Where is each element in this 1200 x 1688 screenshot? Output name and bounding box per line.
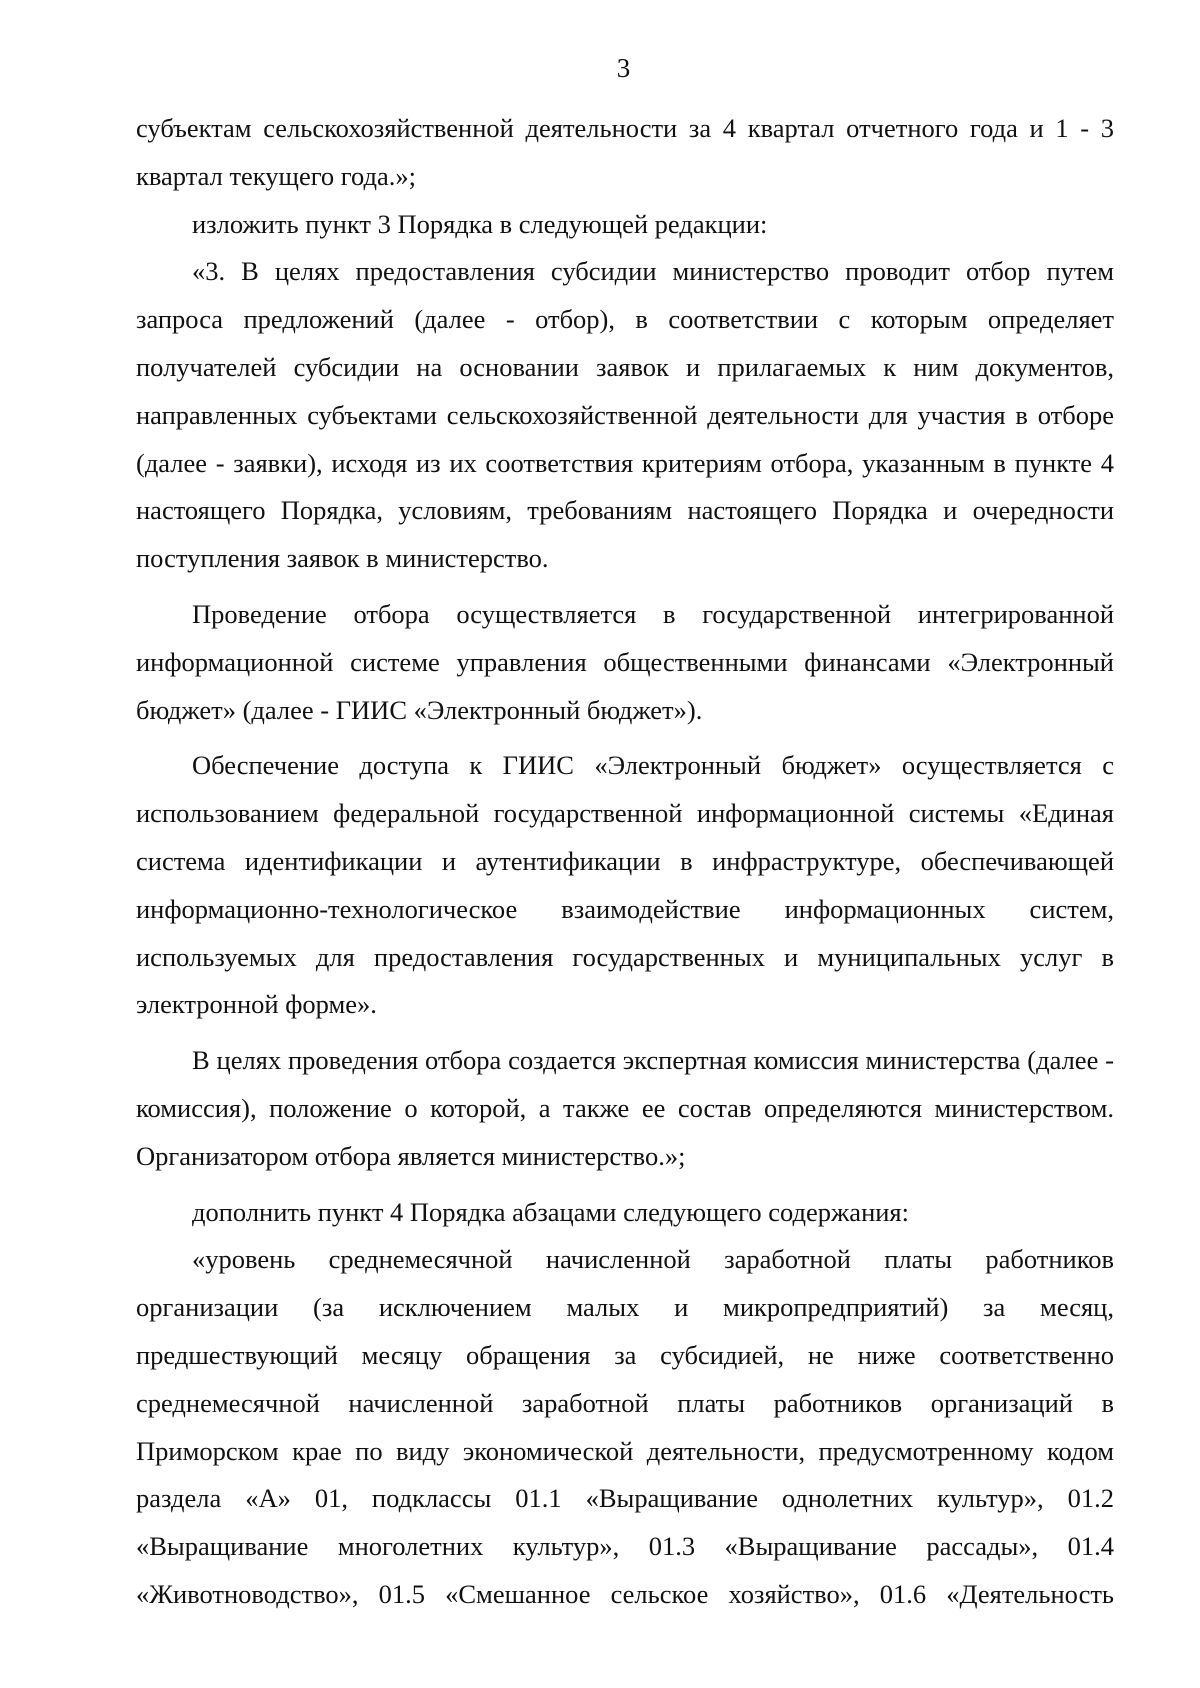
paragraph-clause-3-text: «3. В целях предоставления субсидии министерство проводит отбор путем запроса предложений (далее - отбор), в соответствии с которым определяет получателей субсидии на основании заявок и прилагаемых к ним документов, направленных субъектами сельскохозяйственной деятельности для участия в отборе (далее - заявки), исходя из их соответствия критериям отбора, указанным в пункте 4 настоящего Порядка, условиям, требованиям настоящего Порядка и очередности поступления заявок в министерство.: [136, 256, 1114, 574]
document-body: [136, 105, 1114, 1619]
paragraph-access: Обеспечение доступа к ГИИС «Электронный бюджет» осуществляется с использованием федеральной государственной информационной системы «Единая система идентификации и аутентификации в инфраструктуре, обеспечивающей информационно-технологическое взаимодействие информационных систем, используемых для предоставления государственных и муниципальных услуг в электронной форме».: [136, 750, 1114, 1020]
paragraph-selection-system: Проведение отбора осуществляется в государственной интегрированной информационной системе управления общественными финансами «Электронный бюджет» (далее - ГИИС «Электронный бюджет»).: [136, 598, 1114, 725]
paragraph-continuation: субъектам сельскохозяйственной деятельности за 4 квартал отчетного года и 1 - 3 квартал текущего года.»;: [136, 113, 1114, 191]
paragraph-commission: В целях проведения отбора создается экспертная комиссия министерства (далее - комиссия), положение о которой, а также ее состав определяются министерством. Организатором отбора является министерство.»;: [136, 1045, 1114, 1171]
paragraph-salary-requirement: «уровень среднемесячной начисленной заработной платы работников организации (за исключением малых и микропредприятий) за месяц, предшествующий месяцу обращения за субсидией, не ниже соответственно среднемесячной начисленной заработной платы работников организаций в Приморском крае по виду экономической деятельности, предусмотренному кодом раздела «А» 01, подклассы 01.1 «Выращивание однолетних культур», 01.2 «Выращивание многолетних культур», 01.3 «Выращивание рассады», 01.4 «Животноводство», 01.5 «Смешанное сельское хозяйство», 01.6 «Деятельность: [136, 1244, 1114, 1609]
paragraph-amend-clause-3: изложить пункт 3 Порядка в следующей редакции:: [192, 208, 768, 239]
paragraph-amend-clause-4: дополнить пункт 4 Порядка абзацами следующего содержания:: [192, 1196, 909, 1227]
page-number: 3: [616, 53, 631, 83]
